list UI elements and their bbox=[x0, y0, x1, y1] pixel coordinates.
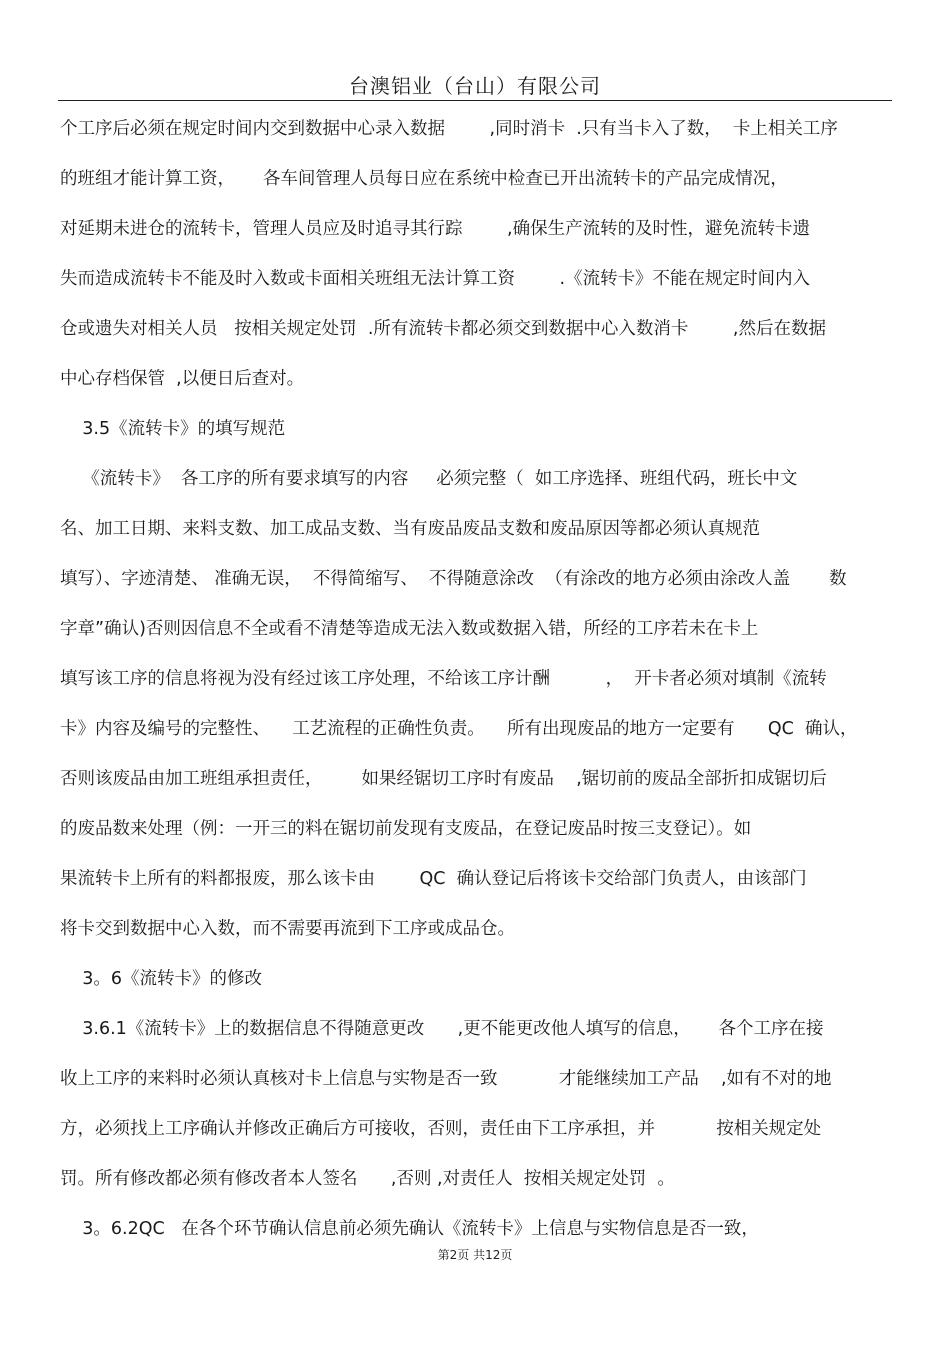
header-divider bbox=[58, 100, 892, 101]
text-line: 3.6.1《流转卡》上的数据信息不得随意更改 ,更不能更改他人填写的信息， 各个工序在接 bbox=[60, 1019, 824, 1039]
text-line: 仓或遗失对相关人员 按相关规定处罚 .所有流转卡都必须交到数据中心入数消卡 ,然后在数据 bbox=[60, 319, 826, 339]
text-line: 将卡交到数据中心入数，而不需要再流到下工序或成品仓。 bbox=[60, 919, 515, 939]
page-number: 第2页 共12页 bbox=[437, 1248, 513, 1262]
text-line: 罚。所有修改都必须有修改者本人签名 ,否则 ,对责任人 按相关规定处罚 。 bbox=[60, 1169, 675, 1189]
text-line: 名、加工日期、来料支数、加工成品支数、当有废品废品支数和废品原因等都必须认真规范 bbox=[60, 519, 760, 539]
text-line: 的班组才能计算工资， 各车间管理人员每日应在系统中检查已开出流转卡的产品完成情况， bbox=[60, 169, 788, 189]
text-line: 填写）、字迹清楚、 准确无误， 不得简缩写、 不得随意涂改 （有涂改的地方必须由涂改人盖 数 bbox=[60, 569, 847, 589]
text-line: 失而造成流转卡不能及时入数或卡面相关班组无法计算工资 .《流转卡》不能在规定时间内入 bbox=[60, 269, 811, 289]
page-header-title: 台澳铝业（台山）有限公司 bbox=[349, 74, 601, 98]
text-line: 果流转卡上所有的料都报废，那么该卡由 QC 确认登记后将该卡交给部门负责人，由该部门 bbox=[60, 869, 807, 889]
text-line: 个工序后必须在规定时间内交到数据中心录入数据 ,同时消卡 .只有当卡入了数， 卡上相关工序 bbox=[60, 119, 838, 139]
text-line: 对延期未进仓的流转卡，管理人员应及时追寻其行踪 ,确保生产流转的及时性，避免流转卡遗 bbox=[60, 219, 811, 239]
section-heading: 3.5《流转卡》的填写规范 bbox=[60, 419, 286, 439]
text-line: 《流转卡》 各工序的所有要求填写的内容 必须完整（ 如工序选择、班组代码，班长中文 bbox=[60, 469, 798, 489]
text-line: 卡》内容及编号的完整性、 工艺流程的正确性负责。 所有出现废品的地方一定要有 QC 确认， bbox=[60, 719, 858, 739]
text-line: 3。6.2QC 在各个环节确认信息前必须先确认《流转卡》上信息与实物信息是否一致， bbox=[60, 1219, 759, 1239]
text-line: 收上工序的来料时必须认真核对卡上信息与实物是否一致 才能继续加工产品 ,如有不对的地 bbox=[60, 1069, 832, 1089]
text-line: 方，必须找上工序确认并修改正确后方可接收，否则，责任由下工序承担，并 按相关规定处 bbox=[60, 1119, 822, 1139]
section-heading: 3。6《流转卡》的修改 bbox=[60, 969, 263, 989]
text-line: 的废品数来处理（例：一开三的料在锯切前发现有支废品，在登记废品时按三支登记）。如 bbox=[60, 819, 752, 839]
text-line: 字章”确认)否则因信息不全或看不清楚等造成无法入数或数据入错，所经的工序若未在卡上 bbox=[60, 619, 759, 639]
text-line: 填写该工序的信息将视为没有经过该工序处理，不给该工序计酬 ， 开卡者必须对填制《流转 bbox=[60, 669, 827, 689]
text-line: 否则该废品由加工班组承担责任， 如果经锯切工序时有废品 ,锯切前的废品全部折扣成锯切后 bbox=[60, 769, 827, 789]
text-line: 中心存档保管 ,以便日后查对。 bbox=[60, 369, 305, 389]
